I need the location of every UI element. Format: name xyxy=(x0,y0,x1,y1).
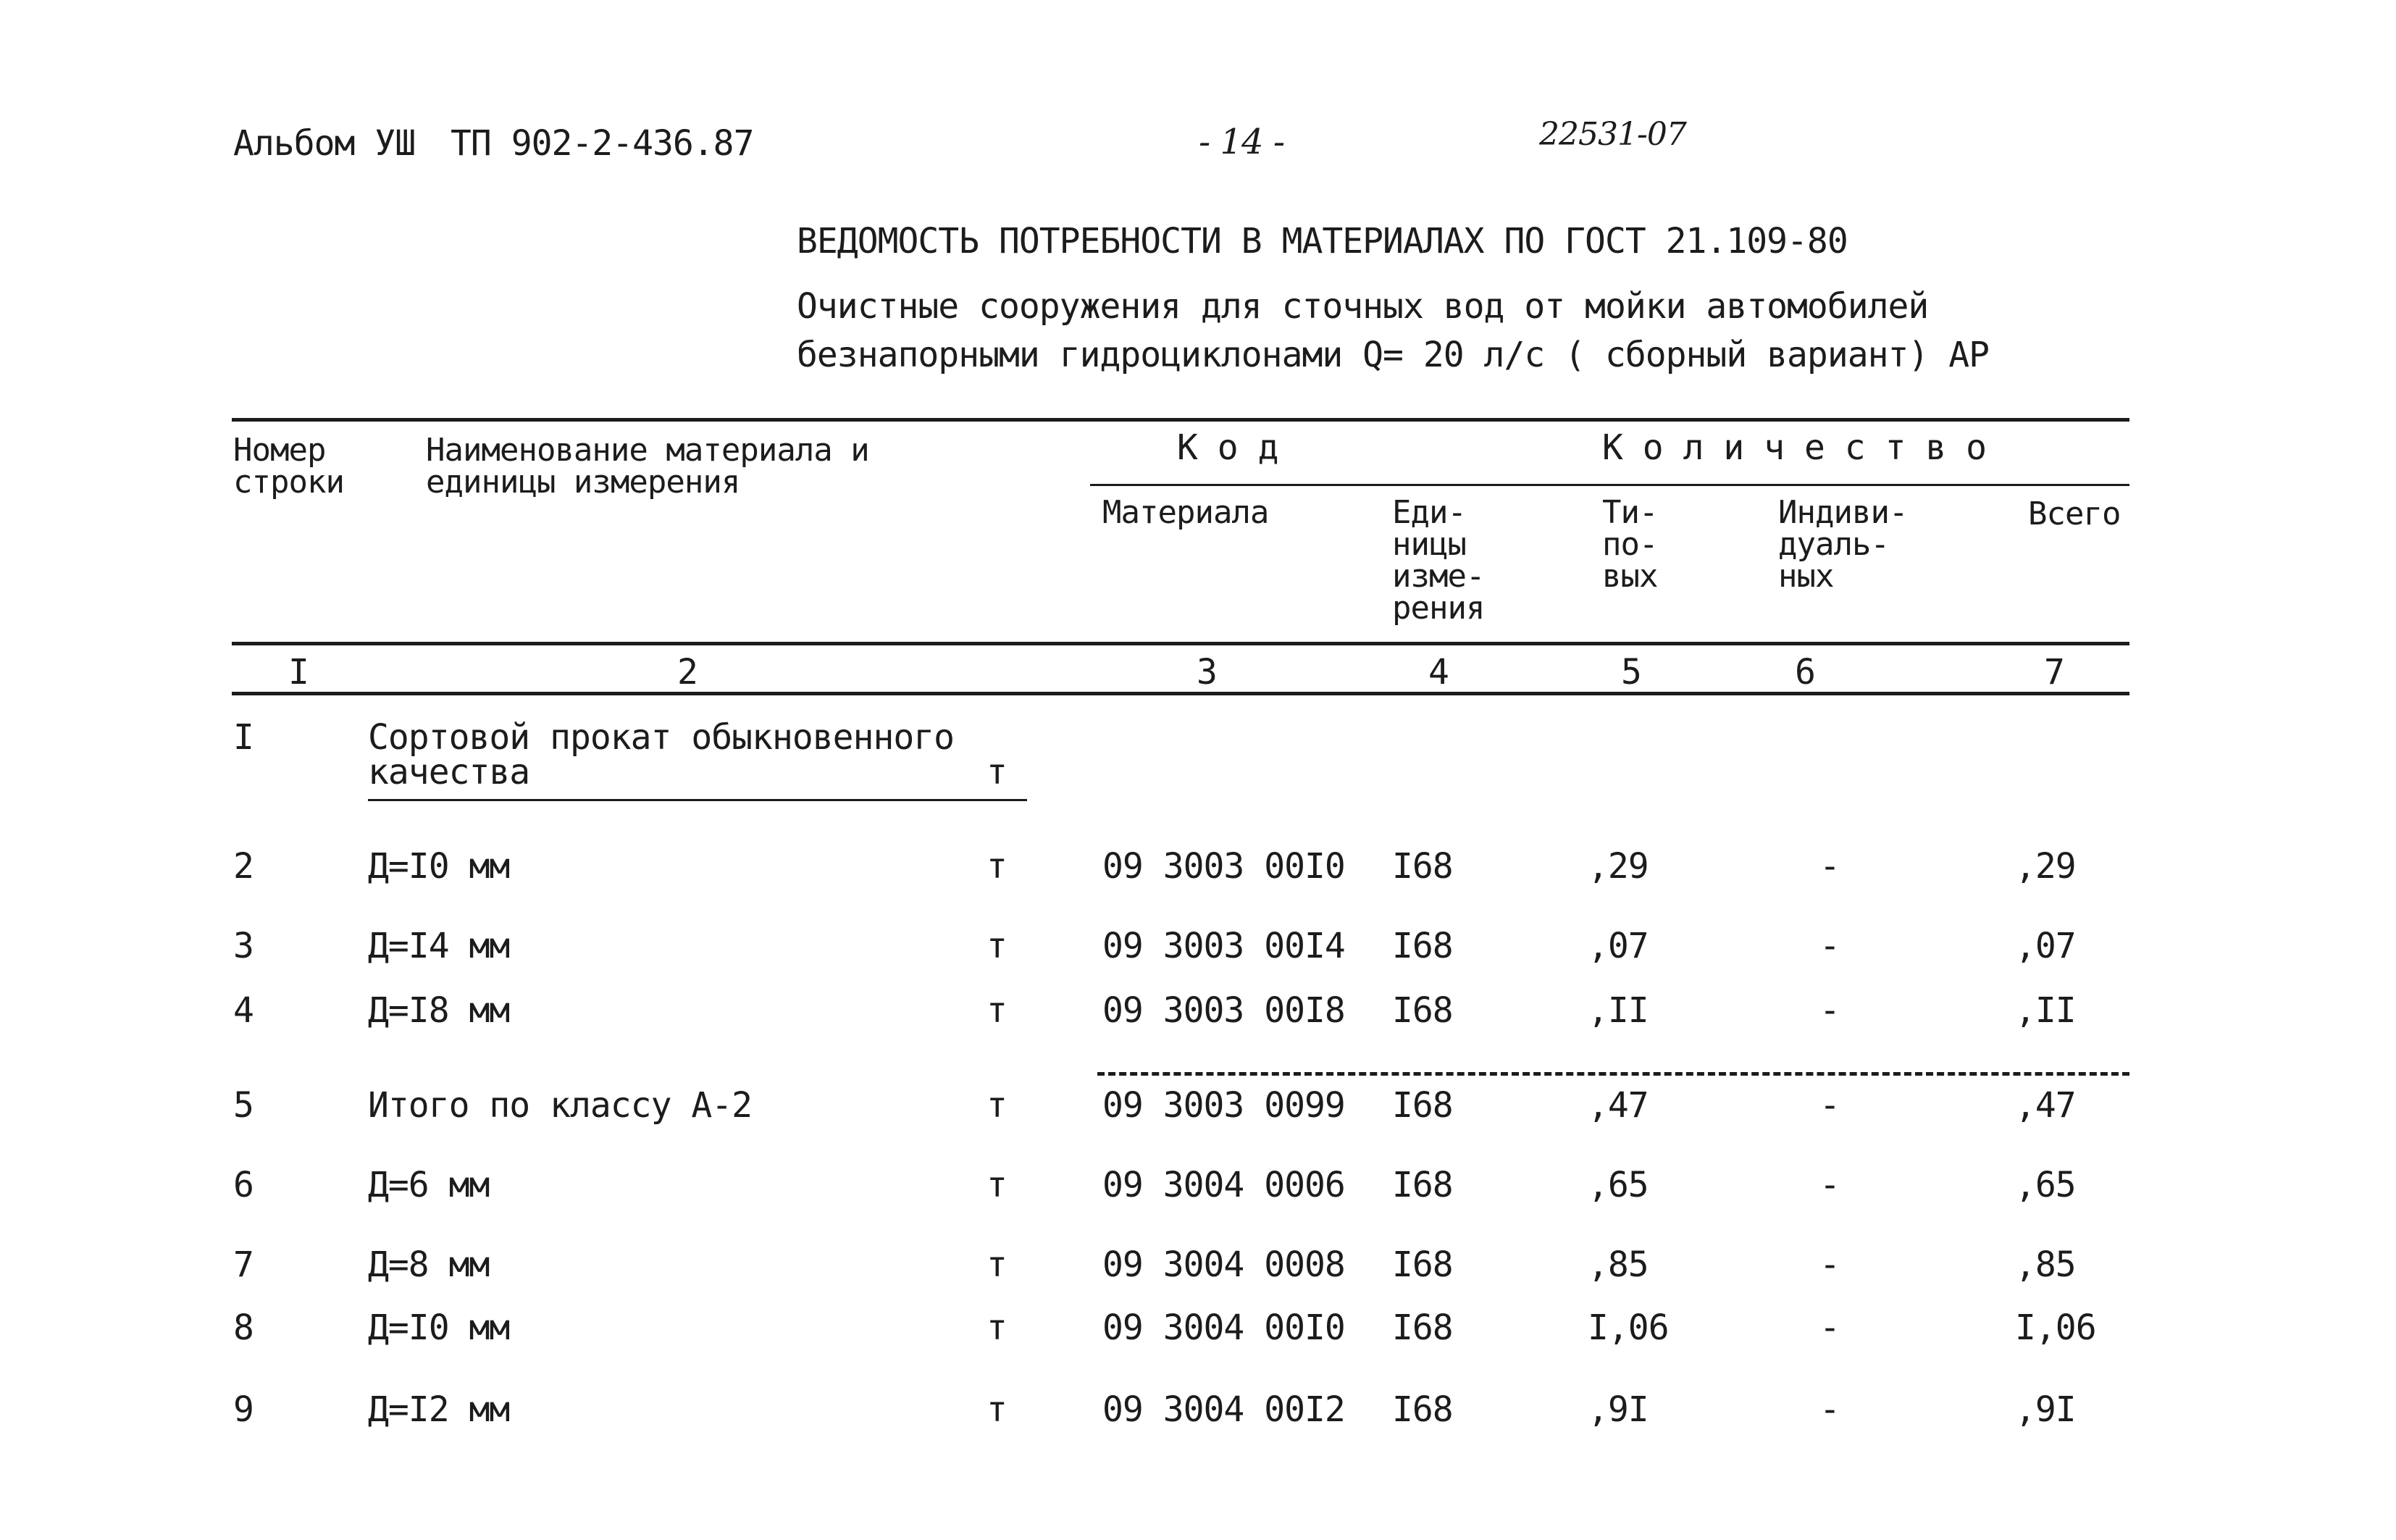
material-name: Д=I8 мм xyxy=(368,990,510,1031)
unit-code: I68 xyxy=(1392,1307,1453,1348)
measure-unit: т xyxy=(987,846,1007,887)
unit-code: I68 xyxy=(1392,1389,1453,1430)
qty-typical: ,9I xyxy=(1588,1389,1649,1430)
qty-total: ,85 xyxy=(2015,1244,2076,1285)
subtotal-dashed-separator xyxy=(1097,1072,2129,1076)
material-code: 09 3003 00I8 xyxy=(1102,990,1345,1031)
row-number: 2 xyxy=(233,846,254,887)
document-subtitle-line2: безнапорными гидроциклонами Q= 20 л/с ( сборный вариант) АР xyxy=(797,335,1990,375)
unit-code: I68 xyxy=(1392,926,1453,966)
qty-individual: - xyxy=(1819,846,1840,887)
qty-total: ,47 xyxy=(2015,1085,2076,1126)
measure-unit: т xyxy=(987,990,1007,1031)
qty-typical: ,07 xyxy=(1588,926,1649,966)
header-row-no: Номер строки xyxy=(233,432,344,501)
column-number-2: 2 xyxy=(677,652,698,692)
qty-individual: - xyxy=(1819,926,1840,966)
material-code: 09 3003 00I4 xyxy=(1102,926,1345,966)
header-material-name: Наименование материала и единицы измерения xyxy=(426,432,869,501)
section-row-number: I xyxy=(233,717,254,758)
row-number: 7 xyxy=(233,1244,254,1285)
document-title: ВЕДОМОСТЬ ПОТРЕБНОСТИ В МАТЕРИАЛАХ ПО ГОСТ 21.109-80 xyxy=(797,221,1848,261)
qty-typical: ,29 xyxy=(1588,846,1649,887)
section-title-line1: Сортовой прокат обыкновенного xyxy=(368,717,955,758)
measure-unit: т xyxy=(987,926,1007,966)
qty-total: ,07 xyxy=(2015,926,2076,966)
album-label: Альбом УШ xyxy=(233,123,416,164)
qty-total: ,9I xyxy=(2015,1389,2076,1430)
qty-total: ,II xyxy=(2015,990,2076,1031)
qty-typical: I,06 xyxy=(1588,1307,1669,1348)
group-header-rule xyxy=(1090,484,2129,486)
material-code: 09 3003 0099 xyxy=(1102,1085,1345,1126)
section-unit: т xyxy=(987,752,1007,792)
header-material-code: Материала xyxy=(1102,494,1269,531)
qty-typical: ,II xyxy=(1588,990,1649,1031)
qty-total: ,65 xyxy=(2015,1165,2076,1205)
unit-code: I68 xyxy=(1392,990,1453,1031)
column-number-6: 6 xyxy=(1795,652,1816,692)
sheet-code: 22531-07 xyxy=(1539,116,1686,153)
qty-typical: ,85 xyxy=(1588,1244,1649,1285)
unit-code: I68 xyxy=(1392,1165,1453,1205)
row-number: 6 xyxy=(233,1165,254,1205)
material-name: Д=I4 мм xyxy=(368,926,510,966)
unit-code: I68 xyxy=(1392,1085,1453,1126)
document-subtitle-line1: Очистные сооружения для сточных вод от мойки автомобилей xyxy=(797,286,1929,327)
material-name: Д=I2 мм xyxy=(368,1389,510,1430)
column-number-3: 3 xyxy=(1197,652,1218,692)
material-code: 09 3004 00I0 xyxy=(1102,1307,1345,1348)
qty-individual: - xyxy=(1819,1165,1840,1205)
unit-code: I68 xyxy=(1392,846,1453,887)
header-total: Всего xyxy=(2028,495,2121,532)
qty-individual: - xyxy=(1819,1307,1840,1348)
column-numbers-rule xyxy=(232,692,2129,695)
row-number: 5 xyxy=(233,1085,254,1126)
qty-total: I,06 xyxy=(2015,1307,2096,1348)
material-code: 09 3004 0006 xyxy=(1102,1165,1345,1205)
material-name: Д=6 мм xyxy=(368,1165,490,1205)
qty-individual: - xyxy=(1819,990,1840,1031)
table-top-rule xyxy=(232,418,2129,422)
header-individual: Индиви- дуаль- ных xyxy=(1778,494,1908,595)
header-typical: Ти- по- вых xyxy=(1602,494,1658,595)
header-unit-code: Еди- ницы изме- рения xyxy=(1392,494,1485,627)
page-number: - 14 - xyxy=(1199,122,1285,162)
measure-unit: т xyxy=(987,1244,1007,1285)
row-number: 9 xyxy=(233,1389,254,1430)
measure-unit: т xyxy=(987,1085,1007,1126)
column-number-4: 4 xyxy=(1428,652,1449,692)
row-number: 8 xyxy=(233,1307,254,1348)
material-code: 09 3003 00I0 xyxy=(1102,846,1345,887)
column-number-7: 7 xyxy=(2044,652,2065,692)
qty-individual: - xyxy=(1819,1244,1840,1285)
section-title-line2: качества xyxy=(368,752,530,792)
project-code: ТП 902-2-436.87 xyxy=(451,123,754,164)
section-underline xyxy=(368,799,1027,801)
qty-individual: - xyxy=(1819,1085,1840,1126)
column-number-1: I xyxy=(288,652,309,692)
material-code: 09 3004 00I2 xyxy=(1102,1389,1345,1430)
qty-individual: - xyxy=(1819,1389,1840,1430)
header-bottom-rule xyxy=(232,642,2129,645)
measure-unit: т xyxy=(987,1165,1007,1205)
header-code-group: К о д xyxy=(1177,427,1278,468)
row-number: 3 xyxy=(233,926,254,966)
qty-typical: ,65 xyxy=(1588,1165,1649,1205)
qty-typical: ,47 xyxy=(1588,1085,1649,1126)
material-name: Д=I0 мм xyxy=(368,1307,510,1348)
material-code: 09 3004 0008 xyxy=(1102,1244,1345,1285)
material-name: Д=8 мм xyxy=(368,1244,490,1285)
qty-total: ,29 xyxy=(2015,846,2076,887)
column-number-5: 5 xyxy=(1621,652,1642,692)
measure-unit: т xyxy=(987,1307,1007,1348)
material-name: Д=I0 мм xyxy=(368,846,510,887)
row-number: 4 xyxy=(233,990,254,1031)
material-name: Итого по классу А-2 xyxy=(368,1085,753,1126)
unit-code: I68 xyxy=(1392,1244,1453,1285)
measure-unit: т xyxy=(987,1389,1007,1430)
header-quantity-group: К о л и ч е с т в о xyxy=(1602,427,1987,468)
